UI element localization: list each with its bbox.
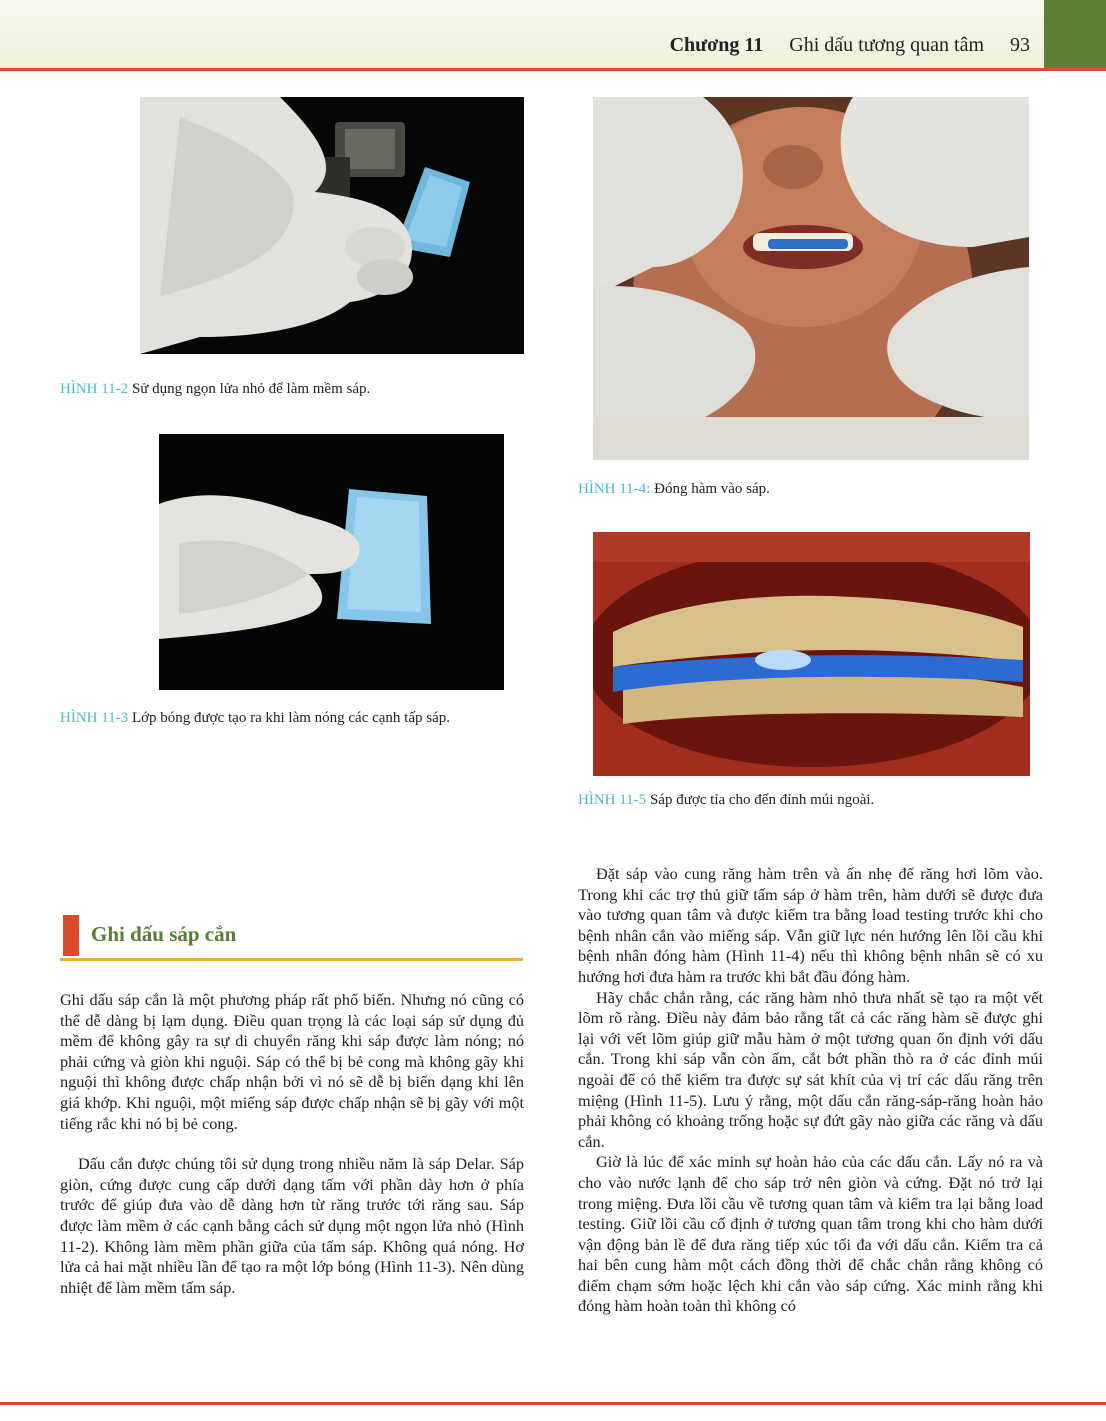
figure-11-4-photo (593, 97, 1029, 460)
chapter-label: Chương 11 (669, 34, 764, 56)
paragraph: Giờ là lúc để xác minh sự hoàn hảo của các dấu cắn. Lấy nó ra và cho vào nước lạnh để cho sáp trở nên giòn và cứng. Đặt nó trở lại trong miệng. Đưa lồi cầu về tương quan tâm và kiểm tra lại bằng load testing. Giữ lồi cầu cố định ở tương quan tâm trong khi cho hàm dưới vận động bản lề để đưa răng tiếp xúc tối đa với dấu cắn. Kiểm tra cả hai bên cung hàm một cách đồng thời để chắc chắn rằng không có điểm chạm sớm hoặc lệch khi cắn vào sáp cứng. Xác minh rằng khi đóng hàm hoàn toàn thì không có (578, 1152, 1043, 1316)
figure-11-4-caption: HÌNH 11-4: Đóng hàm vào sáp. (578, 481, 770, 497)
header-rule (0, 68, 1106, 71)
figure-11-5-photo (593, 532, 1030, 776)
figure-11-3-caption: HÌNH 11-3 Lớp bóng được tạo ra khi làm nóng các cạnh tấp sáp. (60, 710, 450, 726)
section-marker (63, 915, 79, 956)
header-color-tab (1044, 0, 1106, 68)
page-number: 93 (1010, 34, 1030, 56)
right-column-text (578, 864, 1043, 1317)
running-header (670, 34, 1030, 57)
figure-11-3-photo (159, 434, 504, 690)
paragraph: Dấu cắn được chúng tôi sử dụng trong nhiều năm là sáp Delar. Sáp giòn, cứng được cung cấp dưới dạng tấm với phần dày hơn ở phía trước để giúp đưa vào dễ dàng hơn từ răng trước tới răng sau. Sáp được làm mềm ở các cạnh bằng cách sử dụng một ngọn lửa nhỏ (Hình 11-2). Không làm mềm phần giữa của tấm sáp. Không quá nóng. Hơ lửa cả hai mặt nhiều lần để tạo ra một lớp bóng (Hình 11-3). Nên dùng nhiệt để làm mềm tấm sáp. (60, 1154, 524, 1297)
chapter-title: Ghi dấu tương quan tâm (789, 34, 984, 56)
section-rule (60, 958, 523, 961)
paragraph: Hãy chắc chắn rằng, các răng hàm nhỏ thưa nhất sẽ tạo ra một vết lõm rõ ràng. Điều này đảm bảo rằng tất cả các răng hàm sẽ được ghi lại với vết lõm giúp giữ mẫu hàm ở một tương quan ổn định với dấu cắn. Trong khi sáp vẫn còn ấm, cắt bớt phần thò ra ở các đỉnh múi ngoài để có thể kiểm tra được sự sát khít của vị trí các dấu răng trên miệng (Hình 11-5). Lưu ý rằng, một dấu cắn răng-sáp-răng hoàn hảo phải không có khoảng trống hoặc sự đứt gãy nào giữa các răng và dấu cắn. (578, 987, 1043, 1151)
paragraph: Ghi dấu sáp cắn là một phương pháp rất phổ biến. Nhưng nó cũng có thể dễ dàng bị lạm dụng. Điều quan trọng là các loại sáp sử dụng đủ mềm để không gây ra sự di chuyển răng khi sáp được làm nóng; nó phải cứng và giòn khi nguội. Sáp có thể bị bẻ cong mà không gãy khi nguội thì không được chấp nhận bởi vì nó sẽ dễ bị biến dạng khi lên giá khớp. Khi nguội, một miếng sáp được chấp nhận sẽ bị gãy với một tiếng rắc khi nó bị bẻ cong. (60, 990, 524, 1133)
figure-11-2-caption: HÌNH 11-2 Sử dụng ngọn lửa nhỏ để làm mềm sáp. (60, 381, 371, 397)
figure-11-5-caption: HÌNH 11-5 Sáp được tỉa cho đến đỉnh múi ngoài. (578, 792, 875, 808)
figure-11-2-photo (140, 97, 524, 354)
left-column-text (60, 990, 524, 1298)
paragraph: Đặt sáp vào cung răng hàm trên và ấn nhẹ để răng hơi lõm vào. Trong khi các trợ thủ giữ tấm sáp ở hàm trên, hàm dưới sẽ được đưa vào tương quan tâm và được kiểm tra bằng load testing trước khi cho bệnh nhân cắn vào miếng sáp. Vẫn giữ lực nén hướng lên lồi cầu khi bệnh nhân đóng hàm (Hình 11-4) nếu thì không bệnh nhân sẽ có xu hướng hơi đưa hàm ra trước khi bắt đầu đóng hàm. (578, 864, 1043, 986)
section-title: Ghi dấu sáp cắn (91, 922, 237, 946)
footer-rule (0, 1402, 1106, 1405)
